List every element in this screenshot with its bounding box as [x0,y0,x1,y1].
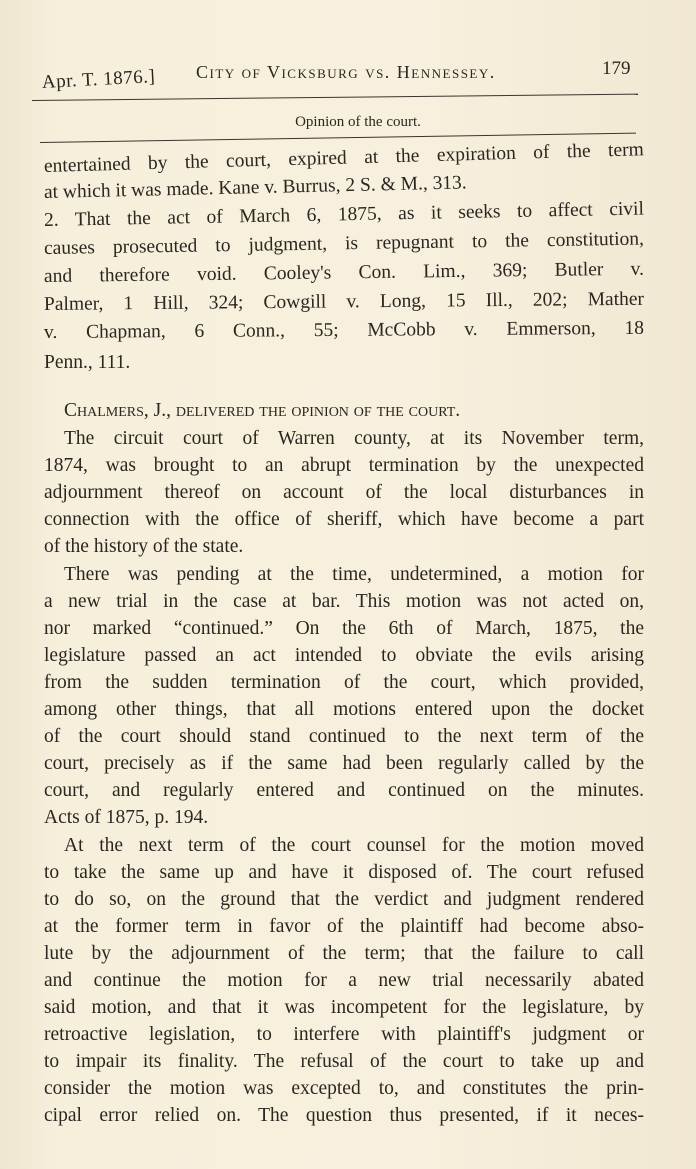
text-line: causes prosecuted to judgment, is repugnant to the constitution, [43,228,645,259]
section-heading: Opinion of the court. [295,114,421,130]
text-line: connection with the office of sheriff, which have become a part [44,509,644,530]
text-line: legislature passed an act intended to obviate the evils arising [44,645,644,666]
case-title: City of Vicksburg vs. Hennessey. [196,62,496,82]
text-line: Palmer, 1 Hill, 324; Cowgill v. Long, 15 Ill., 202; Mather [43,288,645,315]
text-line: Acts of 1875, p. 194. [44,807,209,828]
text-line: of the court should stand continued to the next term of the [44,726,644,747]
text-line: to do so, on the ground that the verdict and judgment rendered [44,889,644,910]
text-line: court, and regularly entered and continued on the minutes. [44,780,644,801]
text-line: to impair its finality. The refusal of the court to take up and [44,1051,644,1072]
text-line: nor marked “continued.” On the 6th of March, 1875, the [44,618,644,639]
text-line: At the next term of the court counsel for the motion moved [64,835,644,856]
term-label: Apr. T. 1876.] [41,66,156,93]
text-line: entertained by the court, expired at the expiration of the term [43,139,645,177]
text-line: Penn., 111. [44,352,131,373]
text-line: from the sudden termination of the court, which provided, [44,672,644,693]
text-line: v. Chapman, 6 Conn., 55; McCobb v. Emmerson, 18 [43,317,645,343]
running-head [40,56,640,96]
page-number: 179 [602,58,631,79]
text-line: There was pending at the time, undetermined, a motion for [64,564,644,585]
text-line: adjournment thereof on account of the local disturbances in [44,482,644,503]
text-line: of the history of the state. [44,536,244,557]
text-line: to take the same up and have it disposed of. The court refused [44,862,644,883]
text-line: at which it was made. Kane v. Burrus, 2 S. & M., 313. [43,172,467,203]
text-line: among other things, that all motions entered upon the docket [44,699,644,720]
text-line: The circuit court of Warren county, at its November term, [64,428,644,449]
text-line: 1874, was brought to an abrupt termination by the unexpected [44,455,644,476]
text-line: cipal error relied on. The question thus presented, if it neces- [44,1105,644,1126]
text-line: 2. That the act of March 6, 1875, as it seeks to affect civil [43,198,645,231]
text-line: and therefore void. Cooley's Con. Lim., 369; Butler v. [43,258,645,287]
text-line: lute by the adjournment of the term; that the failure to call [44,943,644,964]
text-line: and continue the motion for a new trial necessarily abated [44,970,644,991]
text-line: a new trial in the case at bar. This motion was not acted on, [44,591,644,612]
text-line: court, precisely as if the same had been regularly called by the [44,753,644,774]
text-line: said motion, and that it was incompetent for the legislature, by [44,997,644,1018]
text-line: consider the motion was excepted to, and constitutes the prin- [44,1078,644,1099]
text-line: at the former term in favor of the plaintiff had become abso- [44,916,644,937]
text-line: retroactive legislation, to interfere with plaintiff's judgment or [44,1024,644,1045]
opinion-intro: Chalmers, J., delivered the opinion of the court. [64,400,461,421]
